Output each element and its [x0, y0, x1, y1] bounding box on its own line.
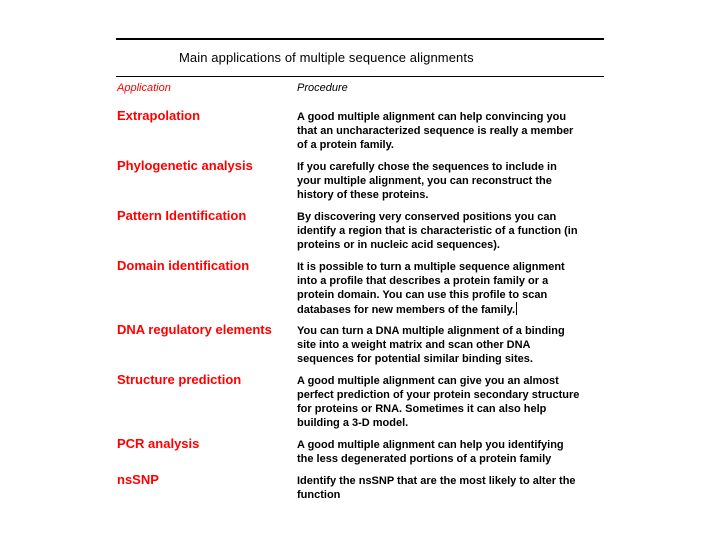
procedure-line: protein domain. You can use this profile to scan [297, 289, 548, 301]
procedure-line: sequences for potential similar binding sites. [297, 353, 533, 365]
procedure-line: A good multiple alignment can help you identifying [297, 439, 564, 451]
procedure-line: history of these proteins. [297, 189, 429, 201]
procedure-extrapolation [297, 110, 609, 152]
procedure-line: for proteins or RNA. Sometimes it can also help [297, 403, 547, 415]
procedure-line: your multiple alignment, you can reconstruct the [297, 175, 552, 187]
application-phylogenetic-analysis: Phylogenetic analysis [117, 158, 253, 173]
procedure-line: databases for new members of the family. [297, 304, 516, 316]
procedure-line: building a 3-D model. [297, 417, 409, 429]
table-top-rule [116, 38, 604, 40]
procedure-line: A good multiple alignment can help convincing you [297, 111, 567, 123]
procedure-line: It is possible to turn a multiple sequence alignment [297, 261, 565, 273]
text-cursor-icon [516, 302, 517, 315]
procedure-line: function [297, 489, 341, 501]
procedure-structure-prediction [297, 374, 609, 430]
procedure-line: the less degenerated portions of a protein family [297, 453, 552, 465]
application-structure-prediction: Structure prediction [117, 372, 242, 387]
application-pattern-identification: Pattern Identification [117, 208, 247, 223]
procedure-line: of a protein family. [297, 139, 394, 151]
application-domain-identification: Domain identification [117, 258, 250, 273]
procedure-line: Identify the nsSNP that are the most likely to alter the [297, 475, 576, 487]
procedure-line: identify a region that is characteristic of a function (in [297, 225, 578, 237]
application-dna-regulatory-elements: DNA regulatory elements [117, 322, 272, 337]
procedure-line: You can turn a DNA multiple alignment of a binding [297, 325, 565, 337]
procedure-line: proteins or in nucleic acid sequences). [297, 239, 500, 251]
procedure-line: By discovering very conserved positions you can [297, 211, 557, 223]
procedure-phylogenetic-analysis [297, 160, 609, 202]
column-header-application: Application [117, 82, 171, 94]
procedure-pcr-analysis [297, 438, 609, 466]
procedure-line: A good multiple alignment can give you an almost [297, 375, 559, 387]
procedure-pattern-identification [297, 210, 609, 252]
application-pcr-analysis: PCR analysis [117, 436, 200, 451]
procedure-domain-identification [297, 260, 609, 317]
procedure-nssnp [297, 474, 609, 502]
column-header-procedure: Procedure [297, 82, 348, 94]
procedure-line: perfect prediction of your protein secondary structure [297, 389, 580, 401]
application-extrapolation: Extrapolation [117, 108, 201, 123]
procedure-dna-regulatory-elements [297, 324, 609, 366]
procedure-line: If you carefully chose the sequences to include in [297, 161, 557, 173]
application-nssnp: nsSNP [117, 472, 159, 487]
procedure-line: site into a weight matrix and scan other DNA [297, 339, 531, 351]
procedure-line-with-cursor[interactable] [297, 302, 609, 317]
table-header-rule [116, 76, 604, 77]
table-title: Main applications of multiple sequence alignments [179, 50, 474, 65]
procedure-line: that an uncharacterized sequence is really a member [297, 125, 574, 137]
procedure-line: into a profile that describes a protein family or a [297, 275, 549, 287]
